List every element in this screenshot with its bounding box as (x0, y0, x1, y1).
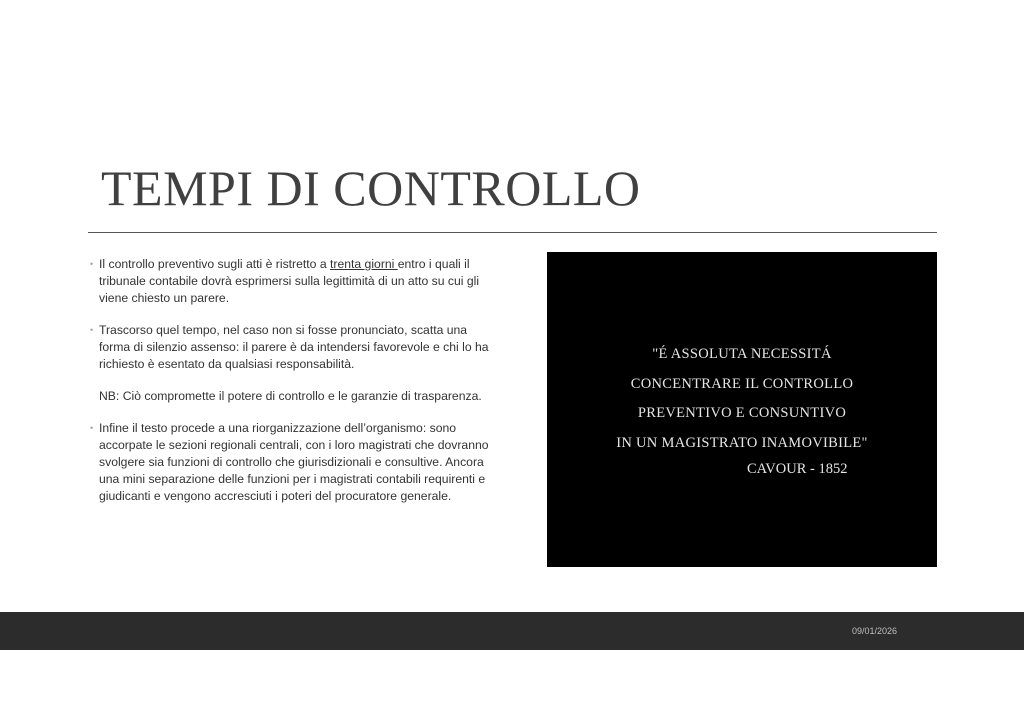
paragraph-text: entro i quali il tribunale contabile dovrà esprimersi sulla legittimità di un atto su cui gli viene chiesto un parere. (99, 257, 480, 305)
quote-line: CONCENTRARE IL CONTROLLO (630, 375, 854, 392)
slide-title: TEMPI DI CONTROLLO (101, 160, 641, 216)
bullet-icon: • (90, 423, 94, 433)
paragraph-time-limit (87, 256, 492, 307)
paragraph-text: NB: Ciò compromette il potere di controllo e le garanzie di trasparenza. (99, 389, 482, 403)
bullet-icon: • (90, 259, 94, 269)
quote-image (547, 252, 937, 567)
trenta-giorni-link[interactable]: trenta giorni (330, 257, 398, 271)
footer-bar (0, 612, 1024, 650)
paragraph-reorganization (87, 420, 492, 505)
quote-line: "É ASSOLUTA NECESSITÁ (652, 346, 832, 362)
bullet-icon: • (90, 325, 94, 335)
paragraph-text: Infine il testo procede a una riorganizzazione dell’organismo: sono accorpate le sezioni regionali centrali, con i loro magistrati che dovranno svolgere sia funzioni di controllo che giurisdizionali e consultive. Ancora una mini separazione delle funzioni per i magistrati contabili requirenti e giudicanti e vengono accresciuti i poteri del procuratore generale. (99, 421, 489, 503)
paragraph-silence-consent (87, 322, 492, 373)
paragraph-text: Il controllo preventivo sugli atti è ristretto a (99, 257, 330, 271)
paragraph-text: Trascorso quel tempo, nel caso non si fosse pronunciato, scatta una forma di silenzio assenso: il parere è da intendersi favorevole e chi lo ha richiesto è esentato da qualsiasi responsabilità. (99, 323, 489, 371)
quote-line: IN UN MAGISTRATO INAMOVIBILE" (616, 434, 868, 451)
quote-line: PREVENTIVO E CONSUNTIVO (637, 405, 847, 421)
quote-text (547, 340, 937, 458)
slide-body (87, 256, 492, 505)
title-divider (88, 232, 937, 233)
quote-author: CAVOUR - 1852 (747, 461, 848, 477)
paragraph-note (87, 388, 492, 405)
footer-date: 09/01/2026 (852, 626, 898, 636)
